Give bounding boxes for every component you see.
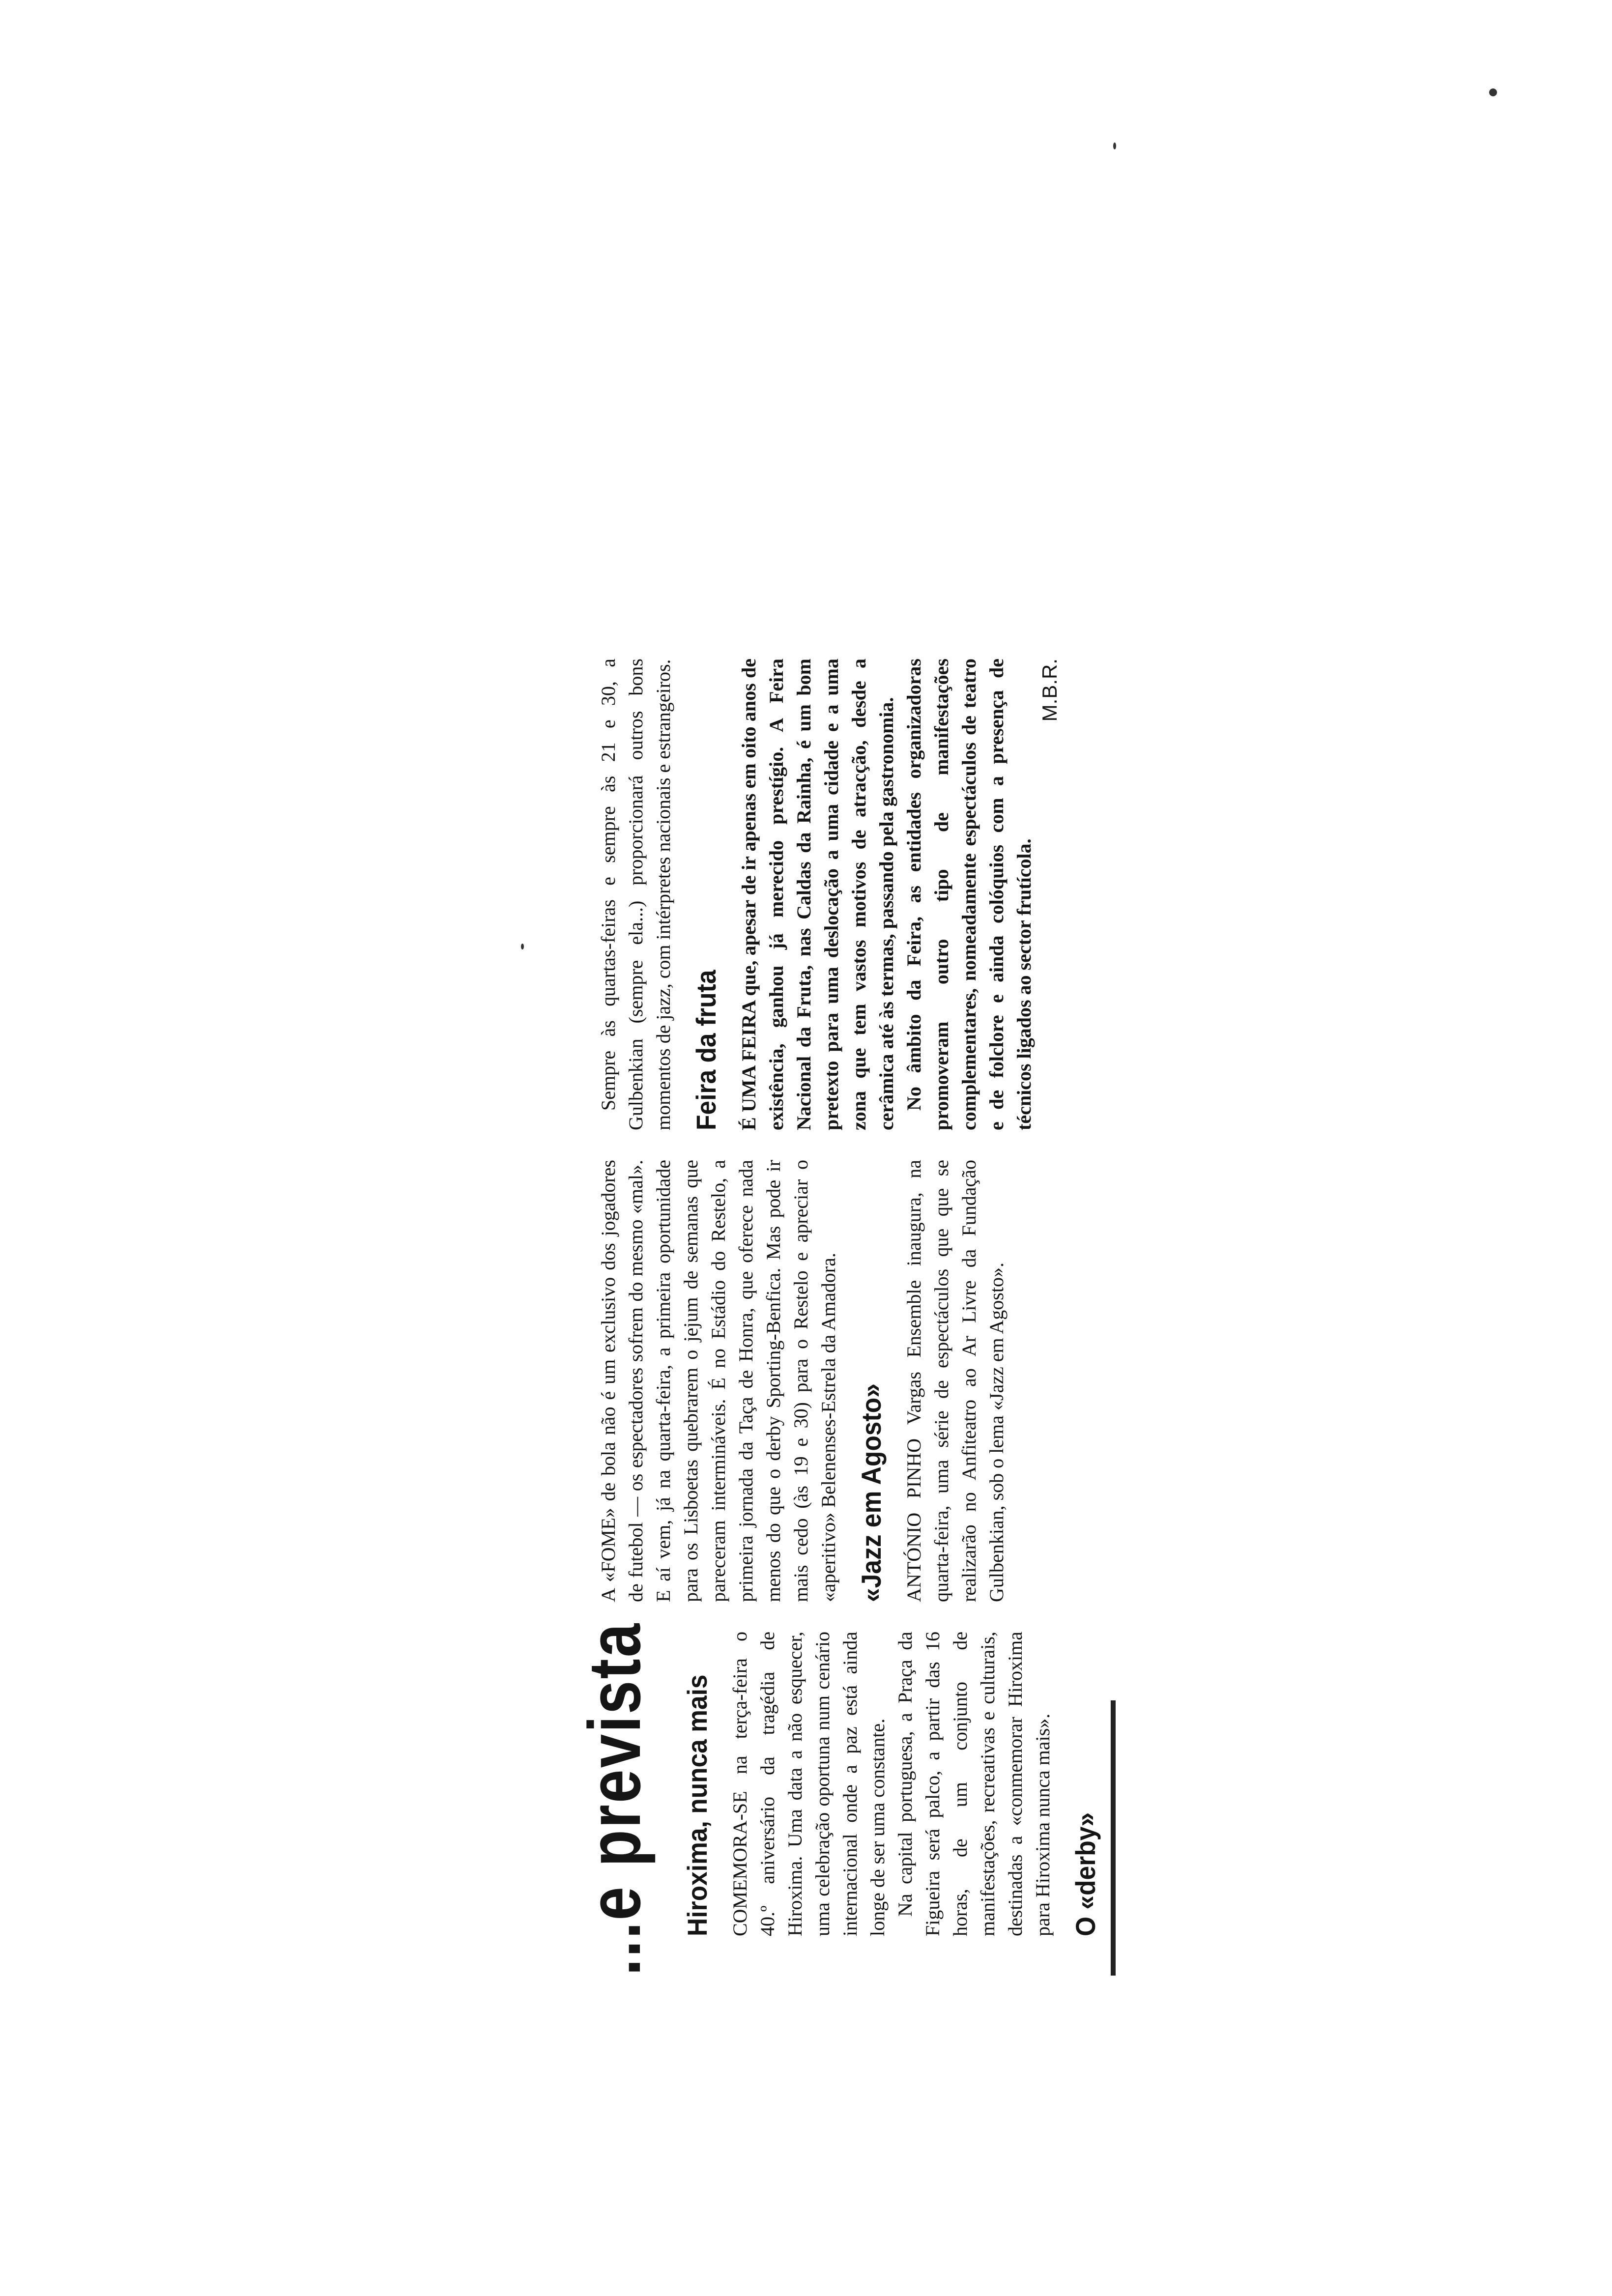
scan-speck [521,944,524,949]
column-3 [595,659,1062,1130]
scan-speck [1113,143,1116,149]
paragraph: ANTÓNIO PINHO Vargas Ensemble inaugura, na quarta-feira, uma série de espectáculos que que se realizarão no Anfiteatro ao Ar Livre da Fundação Gulbenkian, sob o lema «Jazz em Agosto». [903,1160,1008,1602]
paragraph: COMEMORA-SE na terça-feira o 40.º aniversário da tragédia de Hiroxima. Uma data a não esquecer, uma celebração oportuna num cenário internacional onde a paz está ainda longe de ser uma constante. [729,1632,889,1936]
paragraph: É UMA FEIRA que, apesar de ir apenas em oito anos de existência, ganhou já merecido prestígio. A Feira Nacional da Fruta, nas Caldas da Rainha, é um bom pretexto para uma deslocação a uma cidade e a uma zona que tem vastos motivos de atracção, desde a cerâmica até às termas, passando pela gastronomia. [738,659,897,1130]
main-headline: ...e prevista [573,1622,656,1976]
section-title-hiroxima: Hiroxima, nunca mais [682,1674,713,1936]
paragraph: No âmbito da Feira, as entidades organizadoras promoveram outro tipo de manifestações complementares, nomeadamente espectáculos de teatro e de folclore e ainda colóquios com a presença de técnicos ligados ao sector frutícola. [903,659,1035,1130]
paragraph: Na capital portuguesa, a Praça da Figueira será palco, a partir das 16 horas, de um conjunto de manifestações, recreativas e culturais, destinadas a «conmemorar Hiroxima para Hiroxima nunca mais». [894,1632,1054,1936]
section-title-jazz: «Jazz em Agosto» [856,1383,887,1602]
column-1 [668,1632,1115,1936]
paragraph: A «FOME» de bola não é um exclusivo dos jogadores de futebol — os espectadores sofrem do mesmo «mal». E aí vem, já na quarta-feira, a primeira oportunidade para os Lisboetas quebrarem o jejum de semanas que pareceram intermináveis. É no Estádio do Restelo, a primeira jornada da Taça de Honra, que oferece nada menos do que o derby Sporting-Benfica. Mas pode ir mais cedo (às 19 e 30) para o Restelo e apreciar o «aperitivo» Belenenses-Estrela da Amadora. [597,1160,839,1602]
scan-speck [1489,88,1497,96]
section-title-fruta: Feira da fruta [691,970,721,1130]
paragraph: Sempre às quartas-feiras e sempre às 21 e 30, a Gulbenkian (sempre ela...) proporcionará outros bons momentos de jazz, com intérpretes nacionais e estrangeiros. [597,659,674,1130]
author-signature: M.B.R. [1038,659,1061,722]
section-title-derby: O «derby» [1070,1812,1101,1936]
column-rule [1111,1700,1116,1976]
newspaper-clipping [575,590,1130,1976]
column-2 [595,1160,1010,1602]
